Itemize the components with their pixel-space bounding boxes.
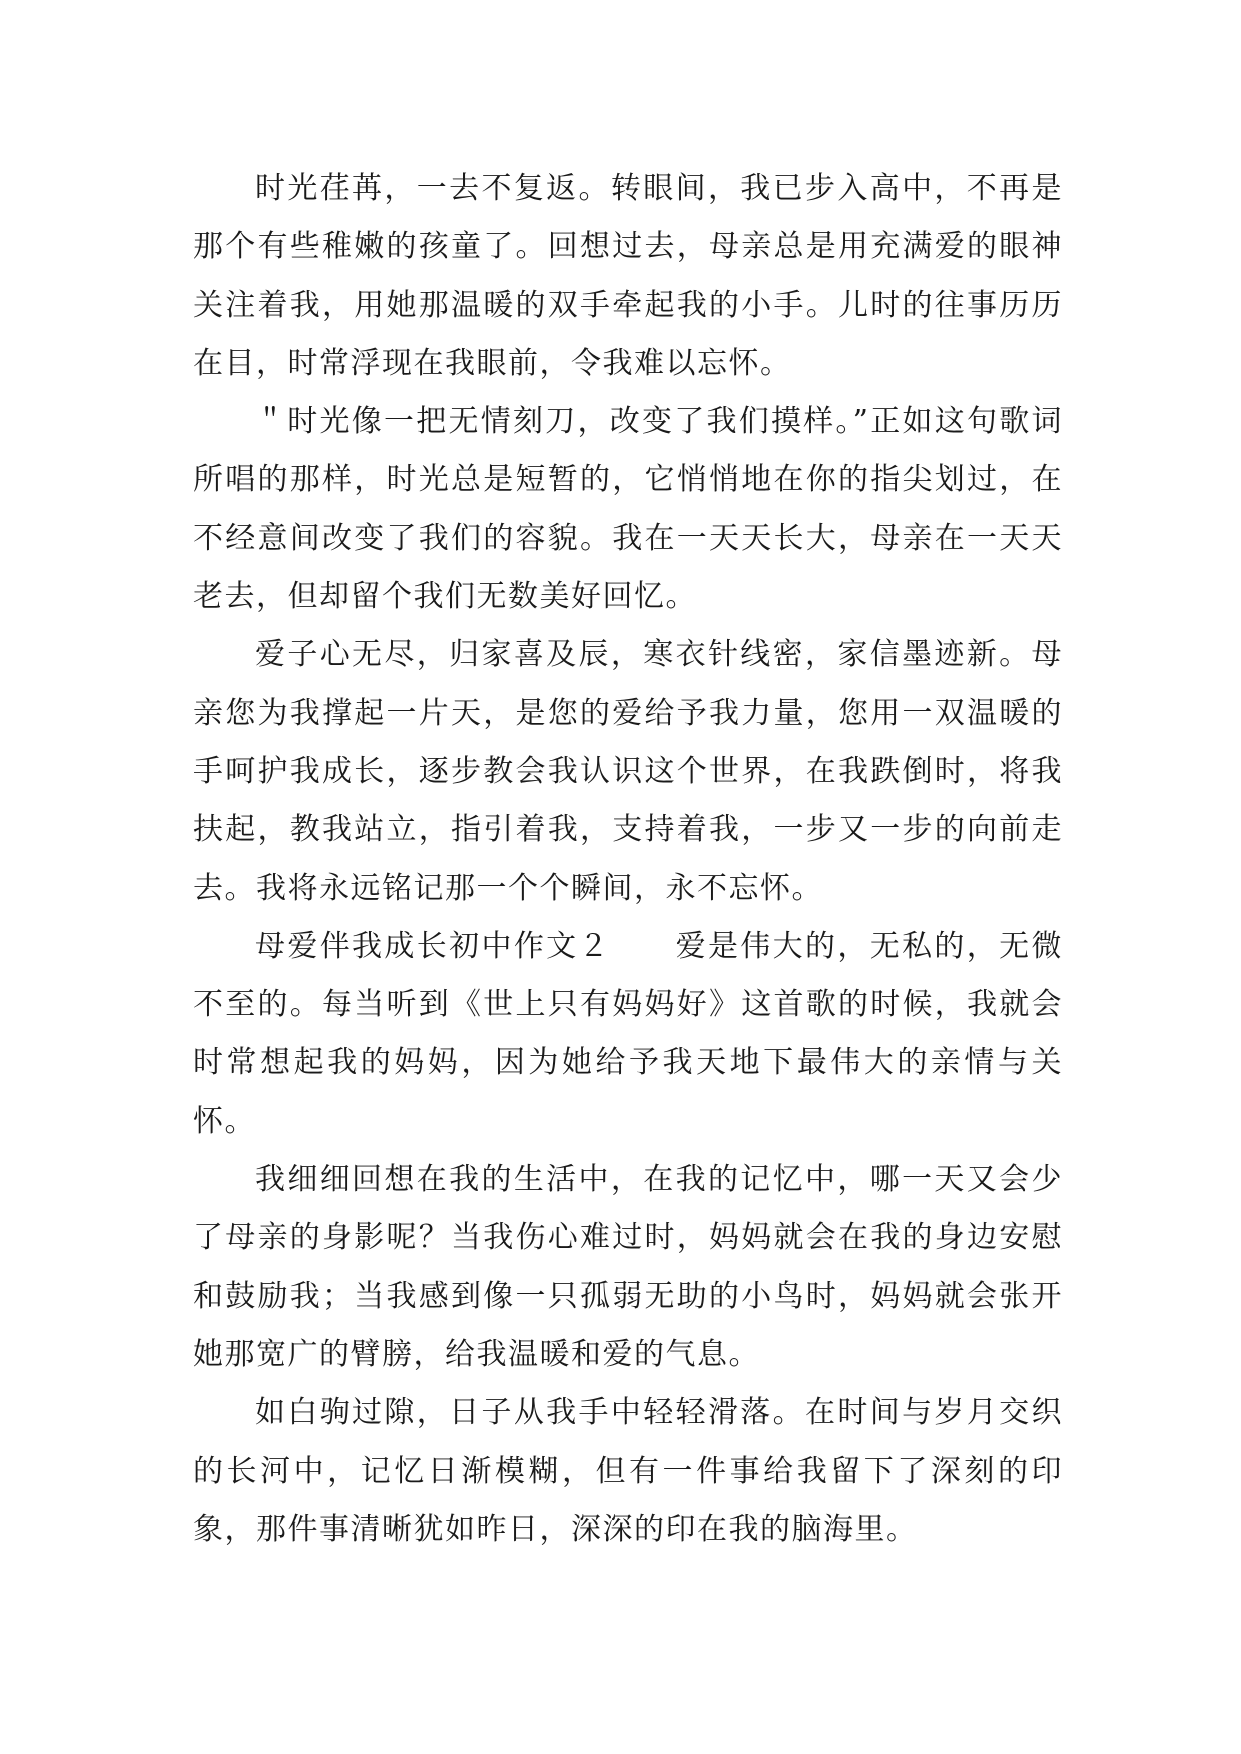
paragraph-3: 爱子心无尽，归家喜及辰，寒衣针线密，家信墨迹新。母亲您为我撑起一片天，是您的爱给予我力量，您用一双温暖的手呵护我成长，逐步教会我认识这个世界，在我跌倒时，将我扶起，教我站立，指引着我，支持着我，一步又一步的向前走去。我将永远铭记那一个个瞬间，永不忘怀。 bbox=[193, 637, 1063, 906]
paragraph-1: 时光荏苒，一去不复返。转眼间，我已步入高中，不再是那个有些稚嫩的孩童了。回想过去，母亲总是用充满爱的眼神关注着我，用她那温暖的双手牵起我的小手。儿时的往事历历在目，时常浮现在我眼前，令我难以忘怀。 bbox=[193, 171, 1063, 381]
paragraph-6: 如白驹过隙，日子从我手中轻轻滑落。在时间与岁月交织的长河中，记忆日渐模糊，但有一件事给我留下了深刻的印象，那件事清晰犹如昨日，深深的印在我的脑海里。 bbox=[193, 1395, 1063, 1547]
document-body bbox=[193, 160, 1063, 1559]
paragraph-4: 母爱伴我成长初中作文２ 爱是伟大的，无私的，无微不至的。每当听到《世上只有妈妈好》这首歌的时候，我就会时常想起我的妈妈，因为她给予我天地下最伟大的亲情与关怀。 bbox=[193, 928, 1063, 1139]
paragraph-2: ＂时光像一把无情刻刀，改变了我们摸样。”正如这句歌词所唱的那样，时光总是短暂的，它悄悄地在你的指尖划过，在不经意间改变了我们的容貌。我在一天天长大，母亲在一天天老去，但却留个我们无数美好回忆。 bbox=[193, 404, 1063, 615]
paragraph-5: 我细细回想在我的生活中，在我的记忆中，哪一天又会少了母亲的身影呢？当我伤心难过时，妈妈就会在我的身边安慰和鼓励我；当我感到像一只孤弱无助的小鸟时，妈妈就会张开她那宽广的臂膀，给我温暖和爱的气息。 bbox=[193, 1162, 1063, 1372]
